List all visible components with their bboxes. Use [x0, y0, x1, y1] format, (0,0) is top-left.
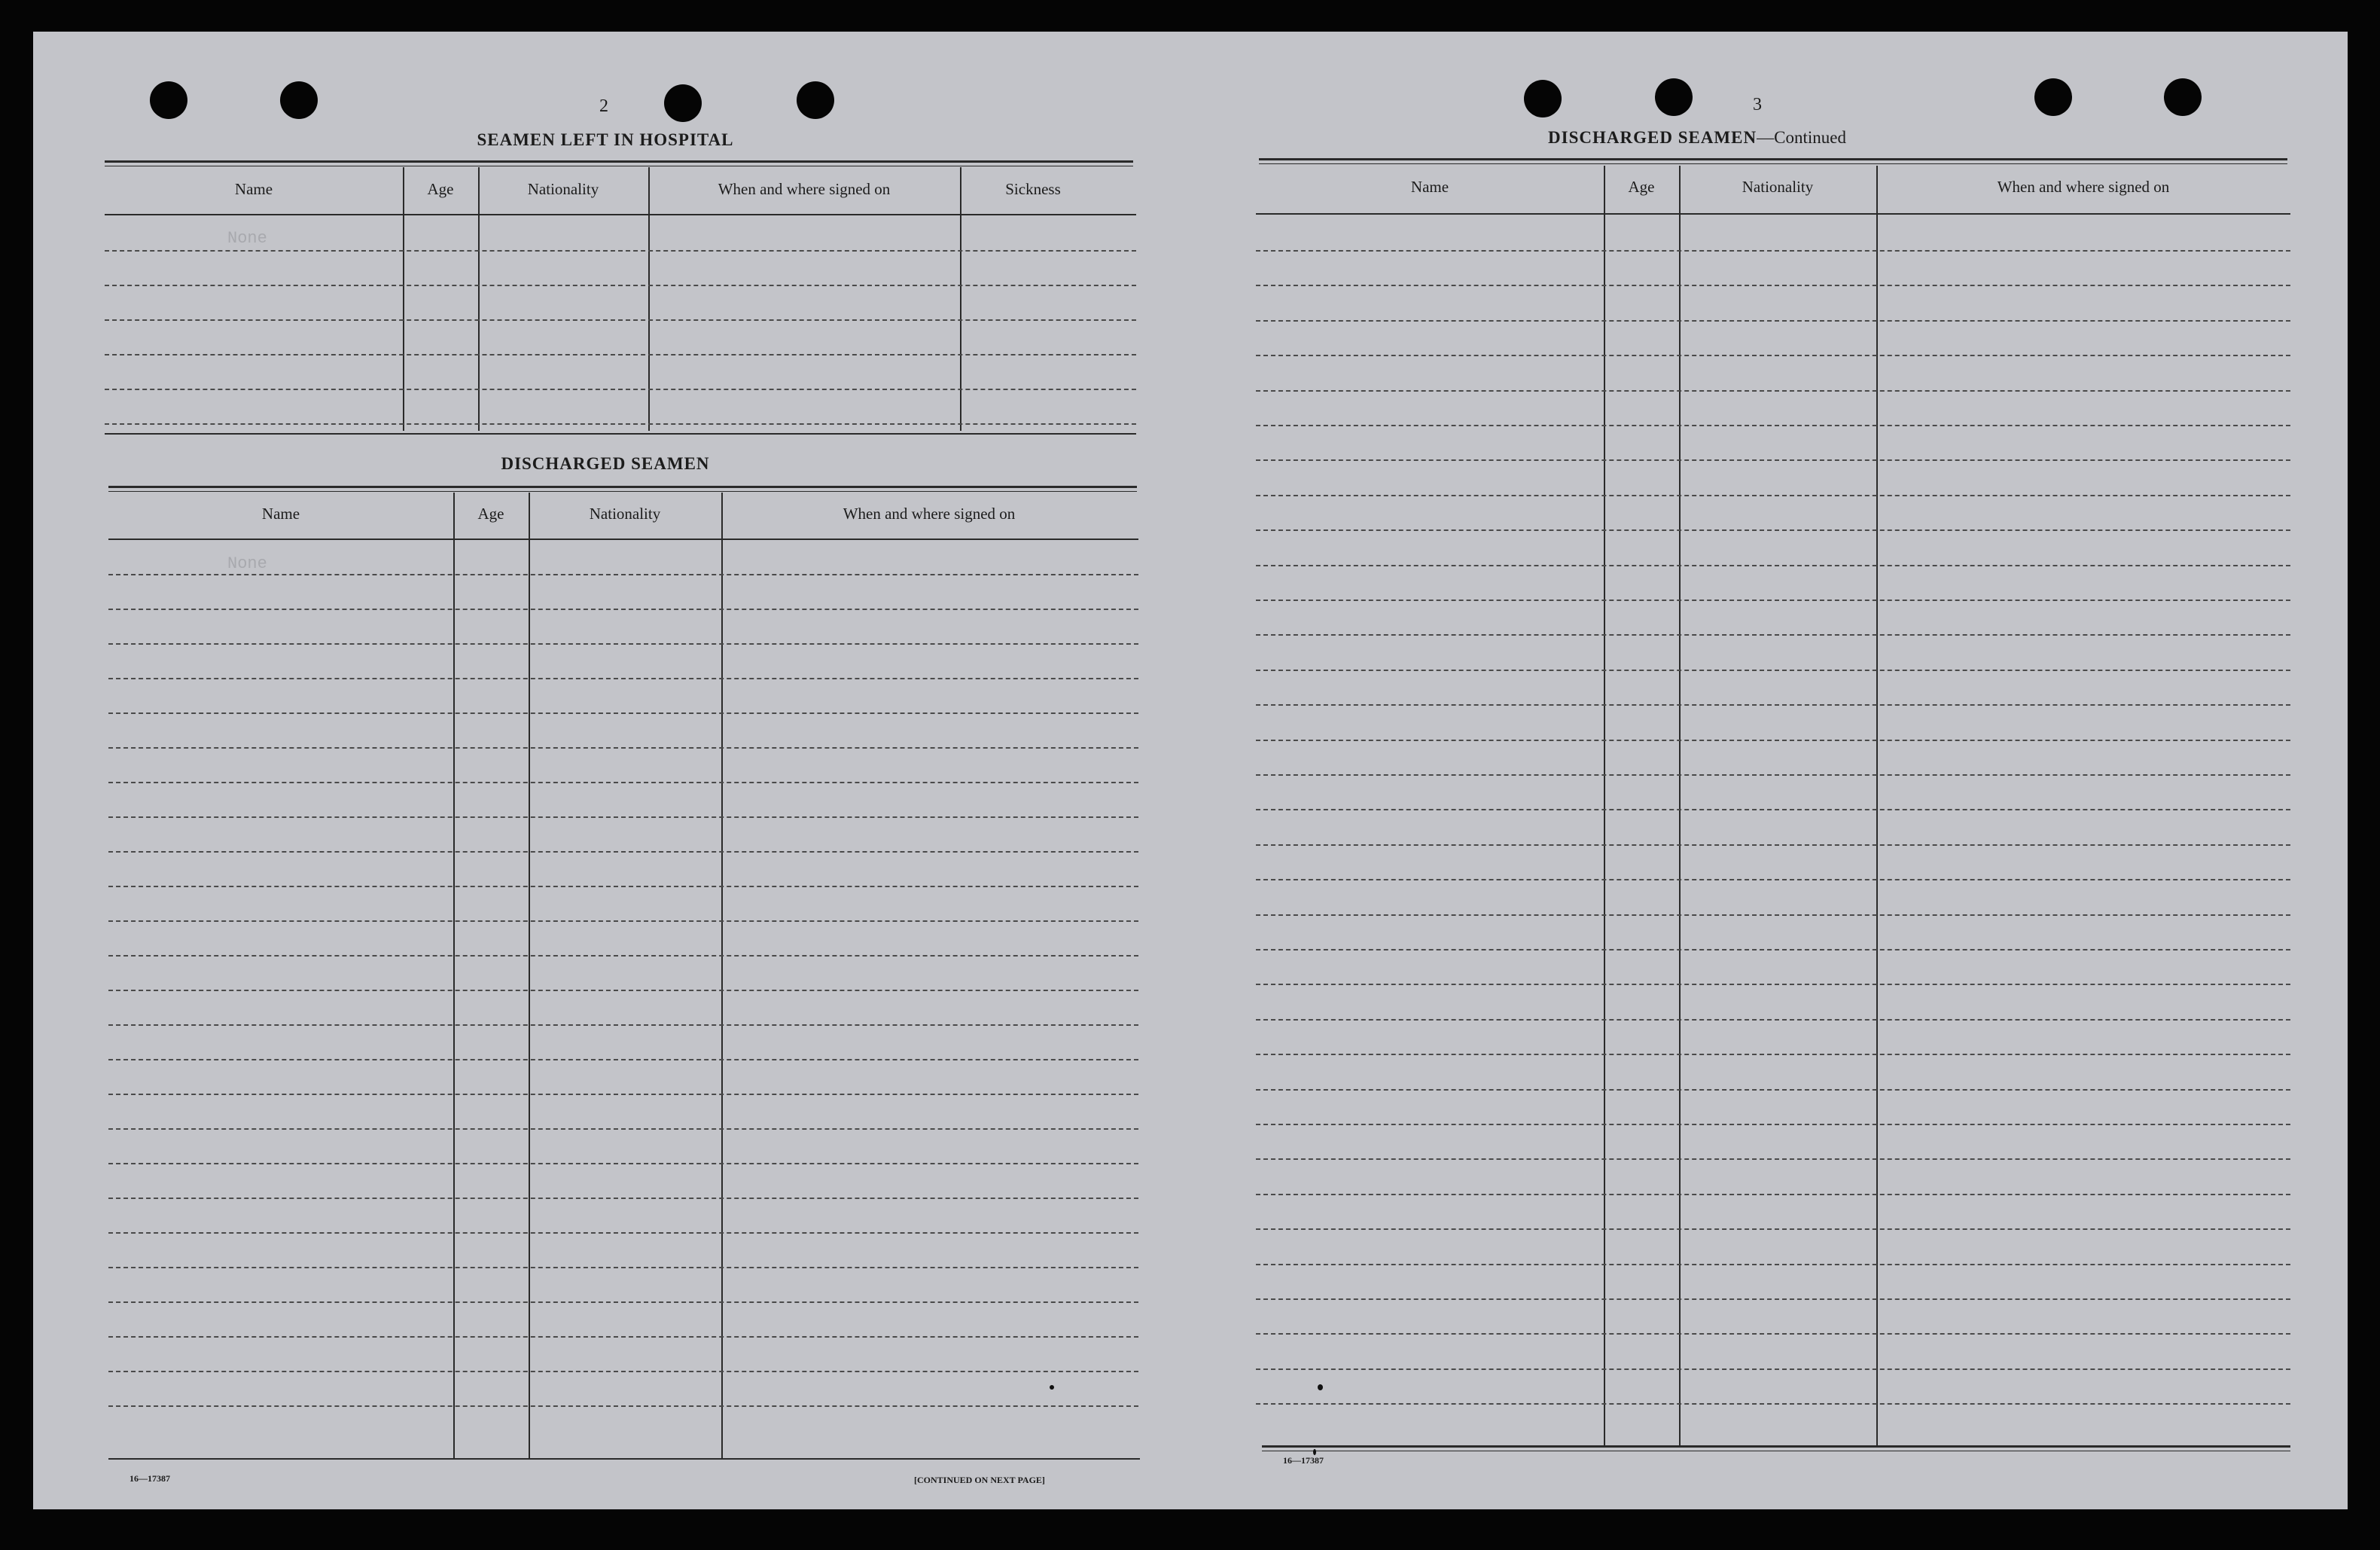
page-number-right: 3	[1753, 95, 1762, 114]
punch-hole	[797, 81, 834, 119]
row-line	[108, 1267, 1138, 1268]
hospital-header-rule	[105, 214, 1136, 215]
punch-hole	[1655, 78, 1693, 116]
row-line	[108, 782, 1138, 783]
row-line	[1256, 285, 2290, 286]
row-line	[1256, 1368, 2290, 1370]
continued-col-divider	[1876, 166, 1878, 1446]
hospital-col-divider	[478, 167, 480, 431]
row-line	[108, 643, 1138, 645]
row-line	[108, 1232, 1138, 1234]
continued-col-divider	[1679, 166, 1681, 1446]
row-line	[1256, 459, 2290, 461]
continued-col-divider	[1604, 166, 1605, 1446]
continued-header-rule	[1256, 213, 2290, 215]
row-line	[1256, 1019, 2290, 1021]
continued-col-age: Age	[1628, 178, 1655, 196]
row-line	[108, 1371, 1138, 1372]
punch-hole	[280, 81, 318, 119]
continued-table-top-rule	[1259, 158, 2287, 160]
title-suffix: —Continued	[1757, 128, 1846, 147]
row-line	[1256, 390, 2290, 392]
punch-hole	[664, 84, 702, 122]
row-line	[1256, 1158, 2290, 1160]
hospital-row-line	[105, 285, 1136, 286]
row-line	[108, 609, 1138, 610]
continued-note: [CONTINUED ON NEXT PAGE]	[914, 1475, 1045, 1485]
row-line	[1256, 1403, 2290, 1405]
continued-table-bottom-rule	[1262, 1445, 2290, 1448]
discharged-entry-none: None	[227, 554, 267, 573]
row-line	[108, 1094, 1138, 1095]
row-line	[108, 712, 1138, 714]
row-line	[1256, 495, 2290, 496]
punch-hole	[1524, 80, 1562, 117]
row-line	[108, 990, 1138, 991]
punch-hole	[2034, 78, 2072, 116]
discharged-table-top-rule	[108, 486, 1137, 488]
ink-speck	[1313, 1449, 1316, 1455]
discharged-col-age: Age	[477, 505, 504, 523]
row-line	[108, 816, 1138, 818]
discharged-col-name: Name	[261, 505, 300, 523]
row-line	[108, 678, 1138, 679]
row-line	[108, 1336, 1138, 1338]
hospital-row-line	[105, 319, 1136, 321]
row-line	[108, 1059, 1138, 1060]
continued-col-nationality: Nationality	[1742, 178, 1814, 196]
row-line	[1256, 320, 2290, 322]
hospital-row-line	[105, 389, 1136, 390]
row-line	[1256, 1124, 2290, 1125]
manifest-sheet	[33, 32, 2348, 1509]
discharged-col-divider	[453, 493, 455, 1458]
discharged-continued-title	[1411, 128, 1983, 148]
hospital-col-name: Name	[234, 180, 273, 198]
hospital-col-divider	[403, 167, 404, 431]
row-line	[108, 747, 1138, 749]
row-line	[1256, 565, 2290, 566]
row-line	[1256, 704, 2290, 706]
row-line	[108, 1163, 1138, 1164]
row-line	[108, 1024, 1138, 1026]
row-line	[1256, 914, 2290, 916]
continued-col-name: Name	[1410, 178, 1449, 196]
continued-col-signed-on: When and where signed on	[1997, 178, 2170, 196]
form-number-right: 16—17387	[1283, 1455, 1324, 1466]
row-line	[1256, 600, 2290, 601]
form-number-left: 16—17387	[130, 1473, 170, 1484]
title-main: DISCHARGED SEAMEN	[1548, 128, 1757, 147]
hospital-col-divider	[648, 167, 650, 431]
row-line	[1256, 774, 2290, 776]
row-line	[1256, 250, 2290, 252]
row-line	[108, 955, 1138, 957]
hospital-col-sickness: Sickness	[1005, 180, 1061, 198]
discharged-header-rule	[108, 539, 1138, 540]
hospital-entry-none: None	[227, 229, 267, 248]
hospital-col-signed-on: When and where signed on	[718, 180, 891, 198]
hospital-row-line	[105, 250, 1136, 252]
page-number-left: 2	[599, 96, 608, 116]
hospital-table-bottom-rule	[105, 433, 1136, 435]
hospital-col-nationality: Nationality	[527, 180, 599, 198]
row-line	[1256, 425, 2290, 426]
hospital-row-line	[105, 354, 1136, 355]
row-line	[1256, 1089, 2290, 1091]
row-line	[1256, 634, 2290, 636]
ink-speck	[1318, 1384, 1323, 1390]
row-line	[1256, 1264, 2290, 1265]
row-line	[1256, 1194, 2290, 1195]
hospital-col-divider	[960, 167, 961, 431]
row-line	[1256, 809, 2290, 810]
row-line	[1256, 1054, 2290, 1055]
row-line	[1256, 740, 2290, 741]
discharged-table-bottom-rule	[108, 1458, 1140, 1460]
row-line	[108, 1405, 1138, 1407]
row-line	[1256, 1228, 2290, 1230]
row-line	[1256, 1333, 2290, 1335]
ink-speck	[1050, 1385, 1054, 1390]
row-line	[1256, 879, 2290, 880]
discharged-col-divider	[529, 493, 530, 1458]
row-line	[1256, 1298, 2290, 1300]
row-line	[1256, 529, 2290, 531]
hospital-row-line	[105, 423, 1136, 425]
discharged-col-nationality: Nationality	[589, 505, 661, 523]
row-line	[108, 920, 1138, 922]
row-line	[1256, 984, 2290, 985]
hospital-col-age: Age	[427, 180, 454, 198]
discharged-section-title: DISCHARGED SEAMEN	[501, 454, 710, 473]
row-line	[1256, 670, 2290, 671]
punch-hole	[2164, 78, 2202, 116]
hospital-section-title: SEAMEN LEFT IN HOSPITAL	[477, 130, 734, 149]
punch-hole	[150, 81, 187, 119]
discharged-col-divider	[721, 493, 723, 1458]
hospital-table-top-rule	[105, 160, 1133, 163]
row-line	[108, 1301, 1138, 1303]
row-line	[108, 886, 1138, 887]
row-line	[1256, 844, 2290, 846]
row-line	[108, 574, 1138, 575]
row-line	[108, 1128, 1138, 1130]
row-line	[108, 851, 1138, 853]
row-line	[1256, 355, 2290, 356]
row-line	[1256, 949, 2290, 950]
row-line	[108, 1198, 1138, 1199]
discharged-col-signed-on: When and where signed on	[843, 505, 1016, 523]
